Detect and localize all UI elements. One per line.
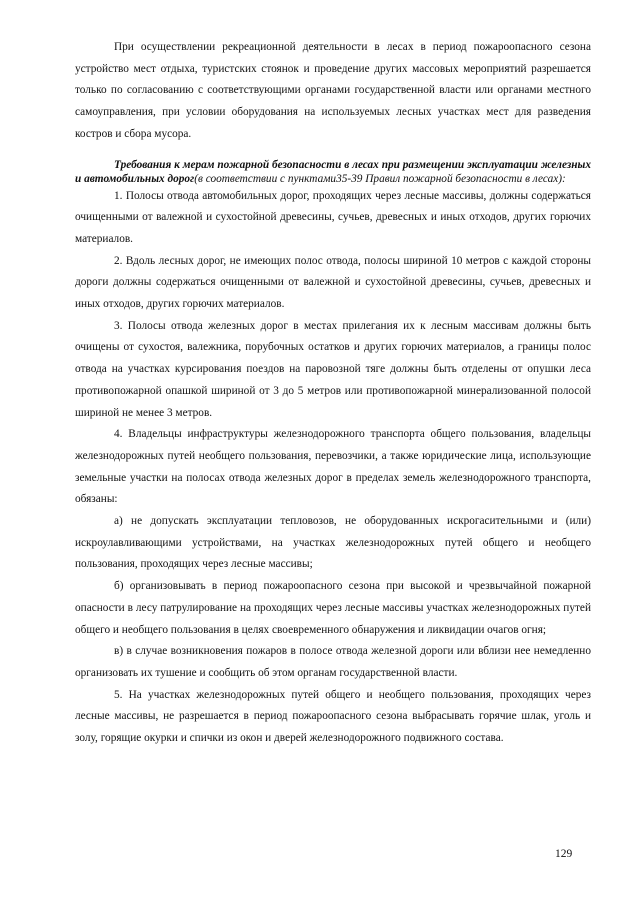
- page-number: 129: [555, 848, 573, 860]
- paragraph-4b: б) организовывать в период пожароопасного сезона при высокой и чрезвычайной пожарной опасности в лесу патрулирование на проходящих через лесные массивы участках железнодорожных путей общего и необщего пользования в целях своевременного обнаружения и ликвидации очагов огня;: [75, 580, 591, 636]
- section-heading-bold: Требования к мерам пожарной безопасности в лесах при размещении эксплуатации железных и автомобильных дорог: [75, 158, 591, 185]
- paragraph-4c: в) в случае возникновения пожаров в полосе отвода железной дороги или вблизи нее немедленно организовать их тушение и сообщить об этом органам государственной власти.: [75, 645, 591, 679]
- paragraph-3: 3. Полосы отвода железных дорог в местах прилегания их к лесным массивам должны быть очищены от сухостоя, валежника, порубочных остатков и других горючих материалов, а границы полос отвода на участках курсирования поездов на паровозной тяге должны быть отделены от опушки леса противопожарной опашкой шириной от 3 до 5 метров или противопожарной минерализованной полосой шириной не менее 3 метров.: [75, 319, 591, 419]
- paragraph-4: 4. Владельцы инфраструктуры железнодорожного транспорта общего пользования, владельцы железнодорожных путей необщего пользования, перевозчики, а также юридические лица, использующие земельные участки на полосах отвода железных дорог в пределах земель железнодорожного транспорта, обязаны:: [75, 428, 591, 506]
- paragraph-2: 2. Вдоль лесных дорог, не имеющих полос отвода, полосы шириной 10 метров с каждой стороны дороги должны содержаться очищенными от валежной и сухостойной древесины, сучьев, древесных и иных отходов, других горючих материалов.: [75, 254, 591, 311]
- paragraph-4a: а) не допускать эксплуатации тепловозов, не оборудованных искрогасительными и (или) искроулавливающими устройствами, на участках железнодорожных путей общего и необщего пользования, проходящих через лесные массивы;: [75, 515, 591, 571]
- section-heading-rest: (в соответствии с пунктами35-39 Правил пожарной безопасности в лесах):: [194, 172, 566, 185]
- paragraph-5: 5. На участках железнодорожных путей общего и необщего пользования, проходящих через лесные массивы, не разрешается в период пожароопасного сезона выбрасывать горячие шлак, уголь и золу, горящие окурки и спички из окон и дверей железнодорожного подвижного состава.: [75, 688, 591, 745]
- intro-paragraph: При осуществлении рекреационной деятельности в лесах в период пожароопасного сезона устройство мест отдыха, туристских стоянок и проведение других массовых мероприятий разрешается только по согласованию с соответствующими органами государственной власти или органами местного самоуправления, при условии оборудования на используемых лесных участках мест для разведения костров и сбора мусора.: [75, 41, 591, 140]
- section-heading: [75, 158, 591, 186]
- paragraph-1: 1. Полосы отвода автомобильных дорог, проходящих через лесные массивы, должны содержаться очищенными от валежной и сухостойной древесины, сучьев, древесных и иных отходов, других горючих материалов.: [75, 189, 591, 245]
- page-content: [75, 37, 591, 750]
